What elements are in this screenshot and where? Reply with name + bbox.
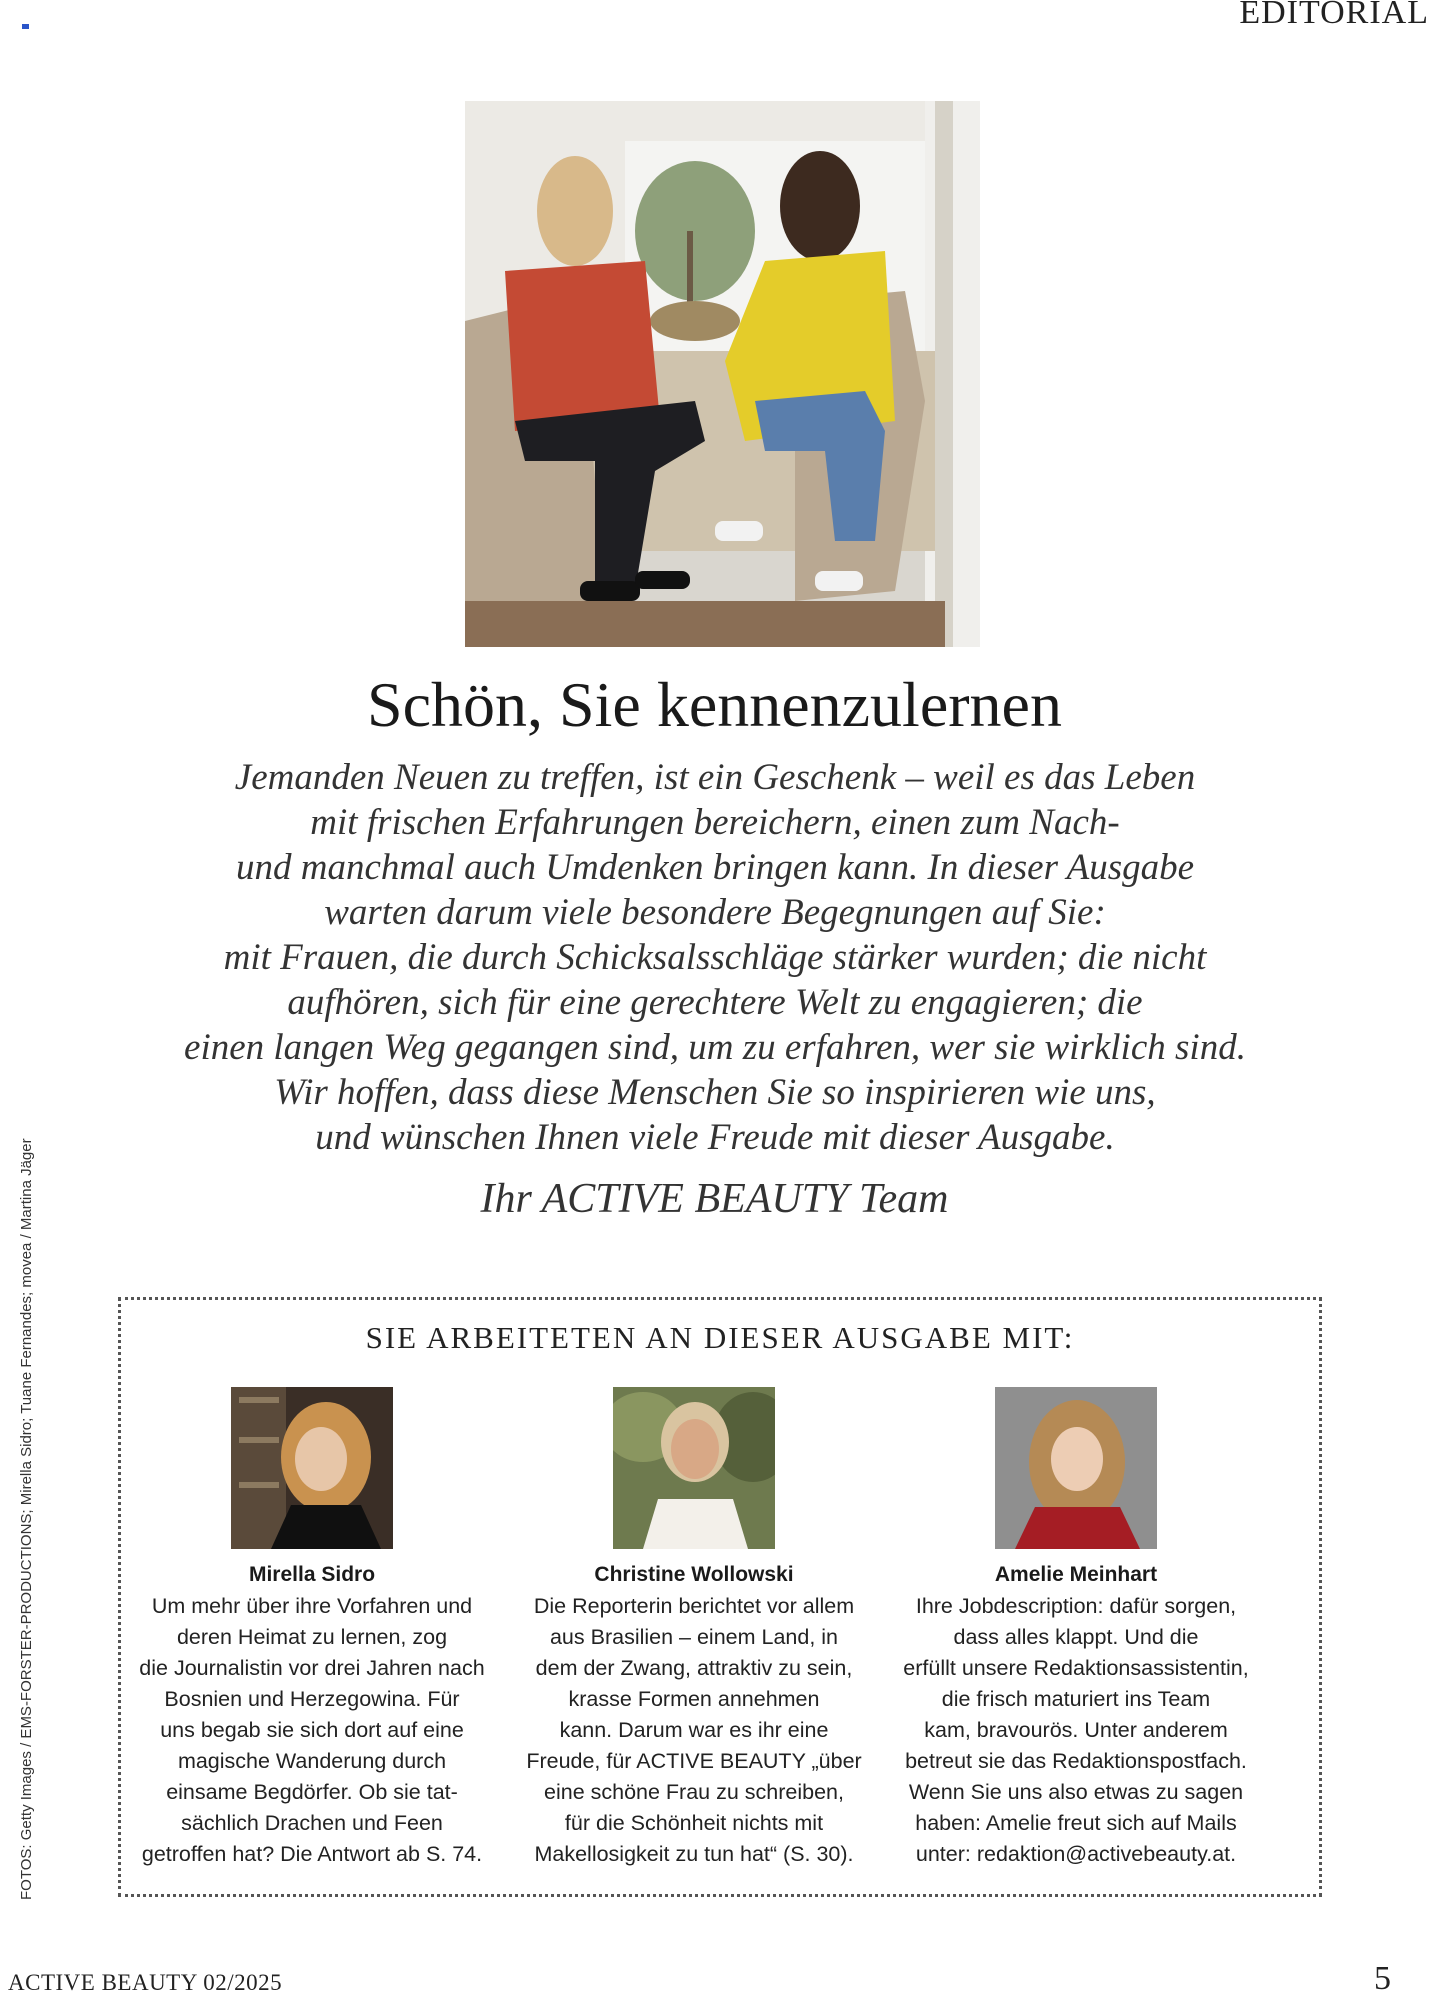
intro-line: einen langen Weg gegangen sind, um zu erfahren, wer sie wirklich sind. [184,1027,1246,1068]
bio-line: für die Schönheit nichts mit [564,1811,824,1835]
intro-line: Wir hoffen, dass diese Menschen Sie so inspirieren wie uns, [274,1072,1156,1113]
contributor-card [127,1387,497,1870]
corner-mark [22,24,29,29]
bio-line: die frisch maturiert ins Team [941,1687,1211,1711]
bio-line: Makellosigkeit zu tun hat“ (S. 30). [534,1842,854,1866]
intro-line: und manchmal auch Umdenken bringen kann. In dieser Ausgabe [235,847,1195,888]
portrait-photo-icon [995,1387,1157,1549]
bio-line: Bosnien und Herzegowina. Für [164,1687,460,1711]
contributor-bio [127,1591,497,1870]
bio-line: einsame Begdörfer. Ob sie tat- [166,1780,458,1804]
headline: Schön, Sie kennenzulernen [367,669,1062,740]
intro-line: aufhören, sich für eine gerechtere Welt zu engagieren; die [287,982,1143,1023]
bio-line: aus Brasilien – einem Land, in [549,1625,839,1649]
bio-line: betreut sie das Redaktionspostfach. [905,1749,1247,1773]
bio-line: eine schöne Frau zu schreiben, [544,1780,844,1804]
contributor-bio [509,1591,879,1870]
bio-line: kam, bravourös. Unter anderem [924,1718,1228,1742]
bio-line: getroffen hat? Die Antwort ab S. 74. [141,1842,483,1866]
contributors-heading: SIE ARBEITETEN AN DIESER AUSGABE MIT: [365,1320,1075,1355]
hero-photo [465,101,980,647]
photo-credit: FOTOS: Getty Images / EMS-FORSTER-PRODUCTIONS; Mirella Sidro; Tuane Fernandes; movea / Martina Jäger [18,1138,35,1900]
bio-line: krasse Formen annehmen [568,1687,820,1711]
page-number: 5 [1374,1960,1391,1997]
bio-line: kann. Darum war es ihr eine [559,1718,829,1742]
bio-line: magische Wanderung durch [177,1749,447,1773]
contributor-name: Christine Wollowski [594,1563,794,1586]
intro-line: Jemanden Neuen zu treffen, ist ein Geschenk – weil es das Leben [234,757,1196,798]
contributors-box [118,1297,1322,1897]
bio-line: deren Heimat zu lernen, zog [176,1625,448,1649]
intro-text [120,755,1310,1160]
intro-line: und wünschen Ihnen viele Freude mit dieser Ausgabe. [315,1117,1115,1158]
signature: Ihr ACTIVE BEAUTY Team [480,1176,949,1222]
portrait-photo-icon [613,1387,775,1549]
intro-line: mit Frauen, die durch Schicksalsschläge stärker wurden; die nicht [223,937,1207,978]
bio-line: Ihre Jobdescription: dafür sorgen, [915,1594,1237,1618]
bio-line: haben: Amelie freut sich auf Mails [915,1811,1237,1835]
bio-line: dass alles klappt. Und die [953,1625,1199,1649]
bio-line: dem der Zwang, attraktiv zu sein, [535,1656,853,1680]
bio-line: unter: redaktion@activebeauty.at. [915,1842,1237,1866]
contributor-card [509,1387,879,1870]
intro-line: warten darum viele besondere Begegnungen auf Sie: [324,892,1106,933]
bio-line: Um mehr über ihre Vorfahren und [151,1594,473,1618]
bio-line: uns begab sie sich dort auf eine [160,1718,464,1742]
bio-line: Die Reporterin berichtet vor allem [533,1594,855,1618]
bio-line: die Journalistin vor drei Jahren nach [139,1656,485,1680]
bio-line: erfüllt unsere Redaktionsassistentin, [903,1656,1249,1680]
section-label: EDITORIAL [1239,0,1429,31]
contributor-name: Mirella Sidro [248,1563,376,1586]
intro-line: mit frischen Erfahrungen bereichern, einen zum Nach- [310,802,1120,843]
photo-two-women-talking-icon [465,101,980,647]
contributor-name: Amelie Meinhart [994,1563,1158,1586]
contributor-bio [891,1591,1261,1870]
bio-line: Freude, für ACTIVE BEAUTY „über [526,1749,862,1773]
bio-line: Wenn Sie uns also etwas zu sagen [908,1780,1244,1804]
bio-line: sächlich Drachen und Feen [181,1811,443,1835]
contributor-card [891,1387,1261,1870]
portrait-photo-icon [231,1387,393,1549]
issue-label: ACTIVE BEAUTY 02/2025 [8,1970,283,1995]
